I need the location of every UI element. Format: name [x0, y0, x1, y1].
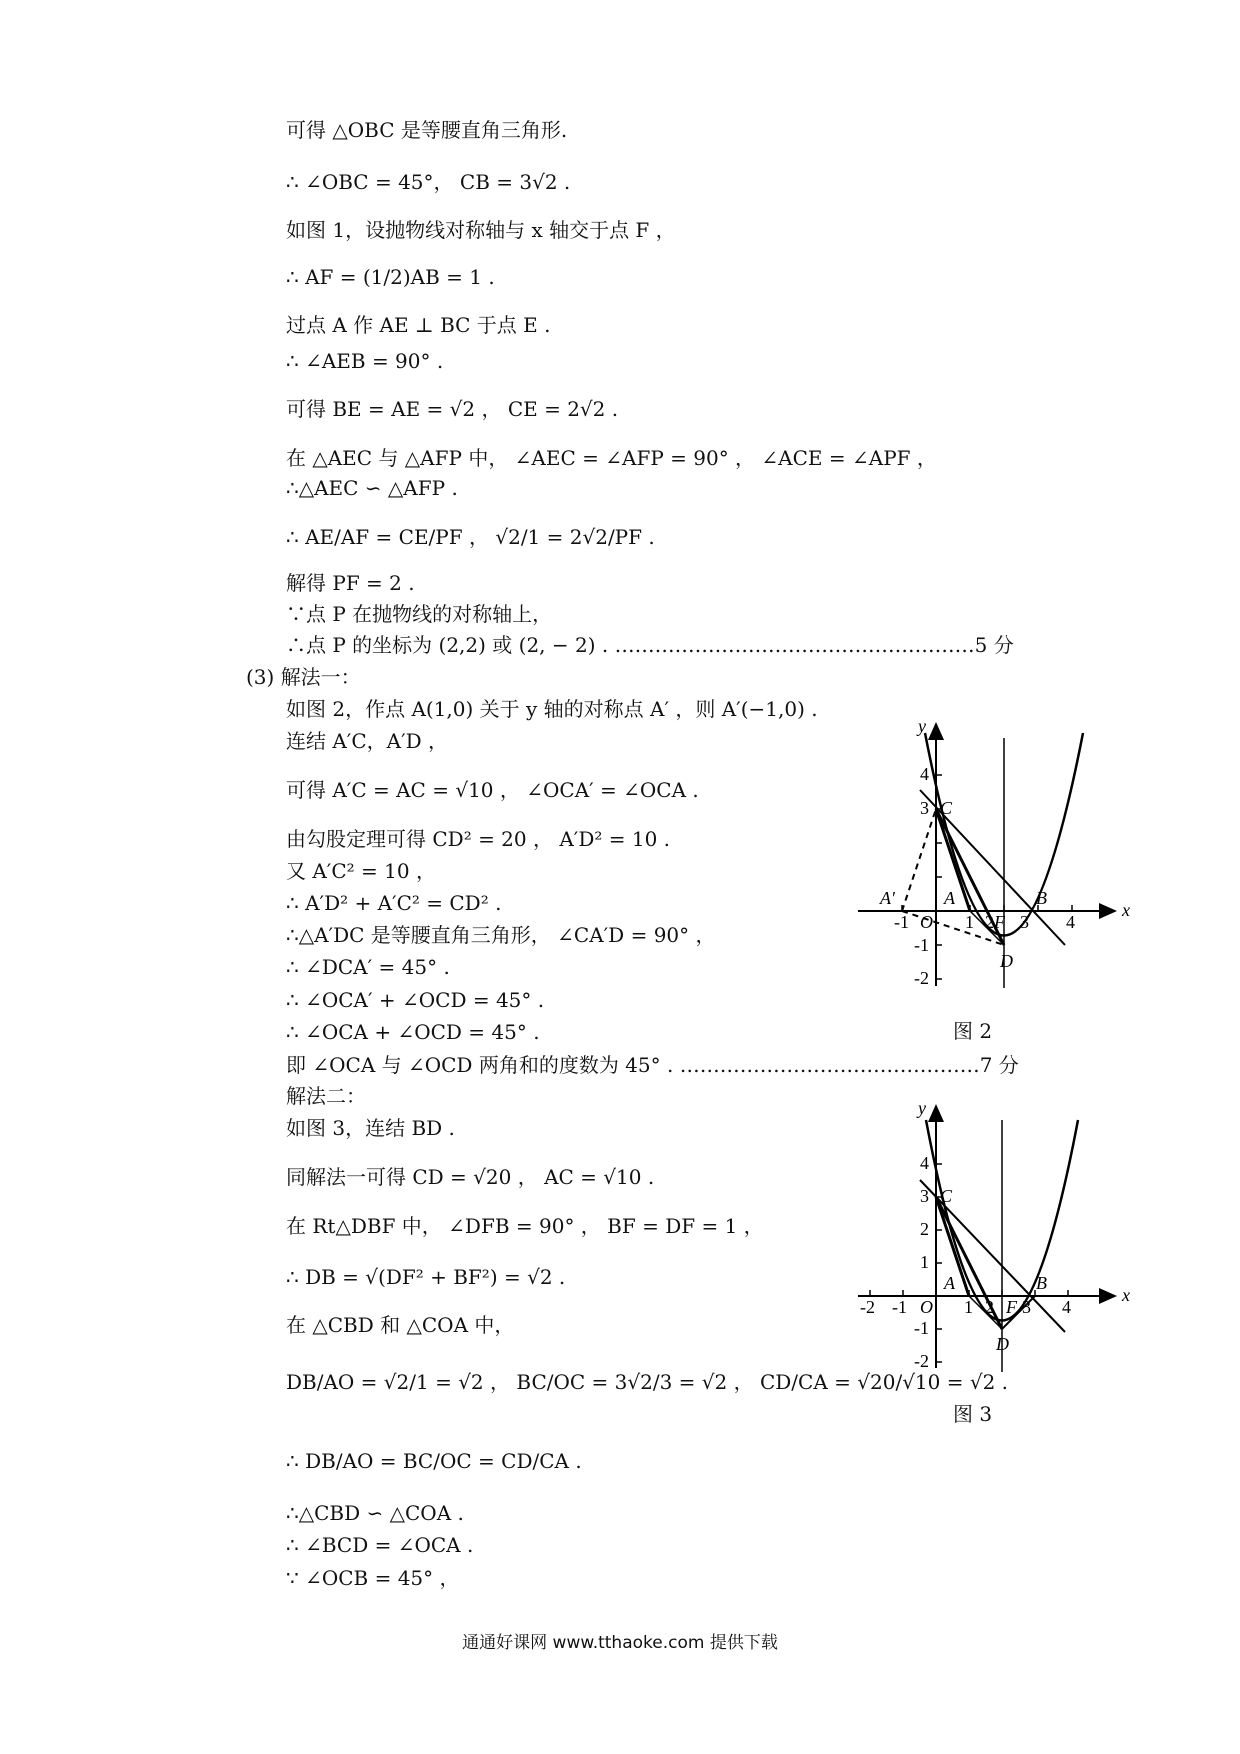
- svg-text:1: 1: [965, 912, 974, 932]
- solution-line: ∴ ∠DCA′ = 45° .: [286, 955, 450, 979]
- solution-line: 同解法一可得 CD = √20 ， AC = √10 .: [286, 1165, 655, 1189]
- solution-line: ∴ DB/AO = BC/OC = CD/CA .: [286, 1449, 582, 1473]
- solution-line: 可得 BE = AE = √2 ， CE = 2√2 .: [286, 397, 619, 421]
- svg-text:F: F: [994, 912, 1005, 932]
- solution-line: 可得 A′C = AC = √10 ， ∠OCA′ = ∠OCA .: [286, 778, 699, 802]
- svg-text:-2: -2: [860, 1297, 875, 1317]
- svg-text:-1: -1: [914, 935, 929, 955]
- solution-line: 可得 △OBC 是等腰直角三角形.: [286, 118, 568, 142]
- svg-text:D: D: [996, 1334, 1009, 1354]
- svg-text:C: C: [940, 798, 953, 818]
- solution-line: ∴ AE/AF = CE/PF ， √2/1 = 2√2/PF .: [286, 525, 655, 549]
- solution-line: ∴ DB = √(DF² + BF²) = √2 .: [286, 1265, 566, 1289]
- svg-text:2: 2: [985, 1297, 994, 1317]
- svg-text:-2: -2: [914, 1351, 929, 1371]
- footer-source: 通通好课网 www.tthaoke.com 提供下载: [462, 1633, 778, 1653]
- solution-line: ∴ ∠OCA + ∠OCD = 45° .: [286, 1020, 540, 1044]
- svg-text:2: 2: [985, 912, 994, 932]
- solution-line: 连结 A′C，A′D ，: [286, 729, 449, 753]
- solution-line: ∴ A′D² + A′C² = CD² .: [286, 891, 502, 915]
- solution-line: 如图 1，设抛物线对称轴与 x 轴交于点 F ，: [286, 218, 676, 242]
- svg-text:-1: -1: [914, 1318, 929, 1338]
- solution-line: 即 ∠OCA 与 ∠OCD 两角和的度数为 45° . ………………………………………7 分: [286, 1053, 1019, 1077]
- svg-text:O: O: [920, 1297, 933, 1317]
- segment-a-prime-c: [902, 809, 936, 911]
- solution-line: ∴△CBD ∽ △COA .: [286, 1501, 464, 1525]
- solution-line: 又 A′C² = 10 ，: [286, 859, 436, 883]
- svg-text:4: 4: [920, 764, 929, 784]
- svg-text:-1: -1: [892, 1297, 907, 1317]
- svg-text:2: 2: [920, 1219, 929, 1239]
- figure-3-caption: 图 3: [953, 1402, 993, 1426]
- solution-line: ∴ ∠OBC = 45°， CB = 3√2 .: [286, 170, 571, 194]
- svg-text:y: y: [918, 718, 926, 736]
- svg-text:x: x: [1122, 1285, 1130, 1305]
- solution-line: 在 Rt△DBF 中， ∠DFB = 90° ， BF = DF = 1 ，: [286, 1214, 764, 1238]
- solution-line: 在 △AEC 与 △AFP 中， ∠AEC = ∠AFP = 90° ， ∠ACE = ∠APF ，: [286, 446, 937, 470]
- svg-text:B: B: [1036, 1273, 1047, 1293]
- svg-text:3: 3: [1020, 912, 1029, 932]
- figure-3-graph: [840, 1100, 1140, 1390]
- solution-line: 解法二：: [286, 1084, 366, 1108]
- svg-text:3: 3: [1022, 1297, 1031, 1317]
- solution-line: ∴点 P 的坐标为 (2,2) 或 (2, − 2) . ………………………………………………5 分: [286, 633, 1014, 657]
- solution-line: ∴ ∠OCA′ + ∠OCD = 45° .: [286, 988, 545, 1012]
- solution-line: 解得 PF = 2 .: [286, 571, 415, 595]
- svg-text:1: 1: [920, 1252, 929, 1272]
- svg-text:F: F: [1006, 1297, 1017, 1317]
- solution-line: 过点 A 作 AE ⊥ BC 于点 E .: [286, 313, 551, 337]
- solution-line: ∴△AEC ∽ △AFP .: [286, 476, 458, 500]
- svg-text:A: A: [944, 888, 955, 908]
- solution-line: 如图 3，连结 BD .: [286, 1116, 455, 1140]
- svg-text:x: x: [1122, 900, 1130, 920]
- svg-text:3: 3: [920, 798, 929, 818]
- svg-text:4: 4: [920, 1153, 929, 1173]
- solution-line: DB/AO = √2/1 = √2 ， BC/OC = 3√2/3 = √2 ， CD/CA = √20/√10 = √2 .: [286, 1370, 1009, 1394]
- svg-text:-2: -2: [914, 968, 929, 988]
- svg-text:D: D: [1000, 951, 1013, 971]
- svg-text:O: O: [920, 912, 933, 932]
- solution-line: ∴△A′DC 是等腰直角三角形， ∠CA′D = 90° ，: [286, 923, 716, 947]
- solution-line: (3) 解法一：: [246, 665, 361, 689]
- solution-line: 如图 2，作点 A(1,0) 关于 y 轴的对称点 A′ ，则 A′(−1,0) .: [286, 697, 818, 721]
- svg-text:4: 4: [1062, 1297, 1071, 1317]
- svg-text:4: 4: [1066, 912, 1075, 932]
- svg-text:B: B: [1036, 888, 1047, 908]
- svg-text:-1: -1: [894, 912, 909, 932]
- solution-line: ∵ ∠OCB = 45° ，: [286, 1566, 460, 1590]
- svg-text:C: C: [940, 1186, 953, 1206]
- svg-text:A: A: [944, 1273, 955, 1293]
- solution-line: ∴ ∠BCD = ∠OCA .: [286, 1533, 474, 1557]
- solution-line: ∴ AF = (1/2)AB = 1 .: [286, 265, 495, 289]
- figure-2-graph: [840, 718, 1140, 1008]
- svg-text:A′: A′: [880, 888, 895, 908]
- solution-line: ∴ ∠AEB = 90° .: [286, 349, 444, 373]
- figure-2-caption: 图 2: [953, 1019, 993, 1043]
- solution-line: 由勾股定理可得 CD² = 20 ， A′D² = 10 .: [286, 827, 671, 851]
- solution-line: 在 △CBD 和 △COA 中，: [286, 1313, 515, 1337]
- svg-text:y: y: [918, 1100, 926, 1118]
- svg-text:3: 3: [920, 1186, 929, 1206]
- svg-text:1: 1: [964, 1297, 973, 1317]
- solution-line: ∵点 P 在抛物线的对称轴上，: [286, 602, 553, 626]
